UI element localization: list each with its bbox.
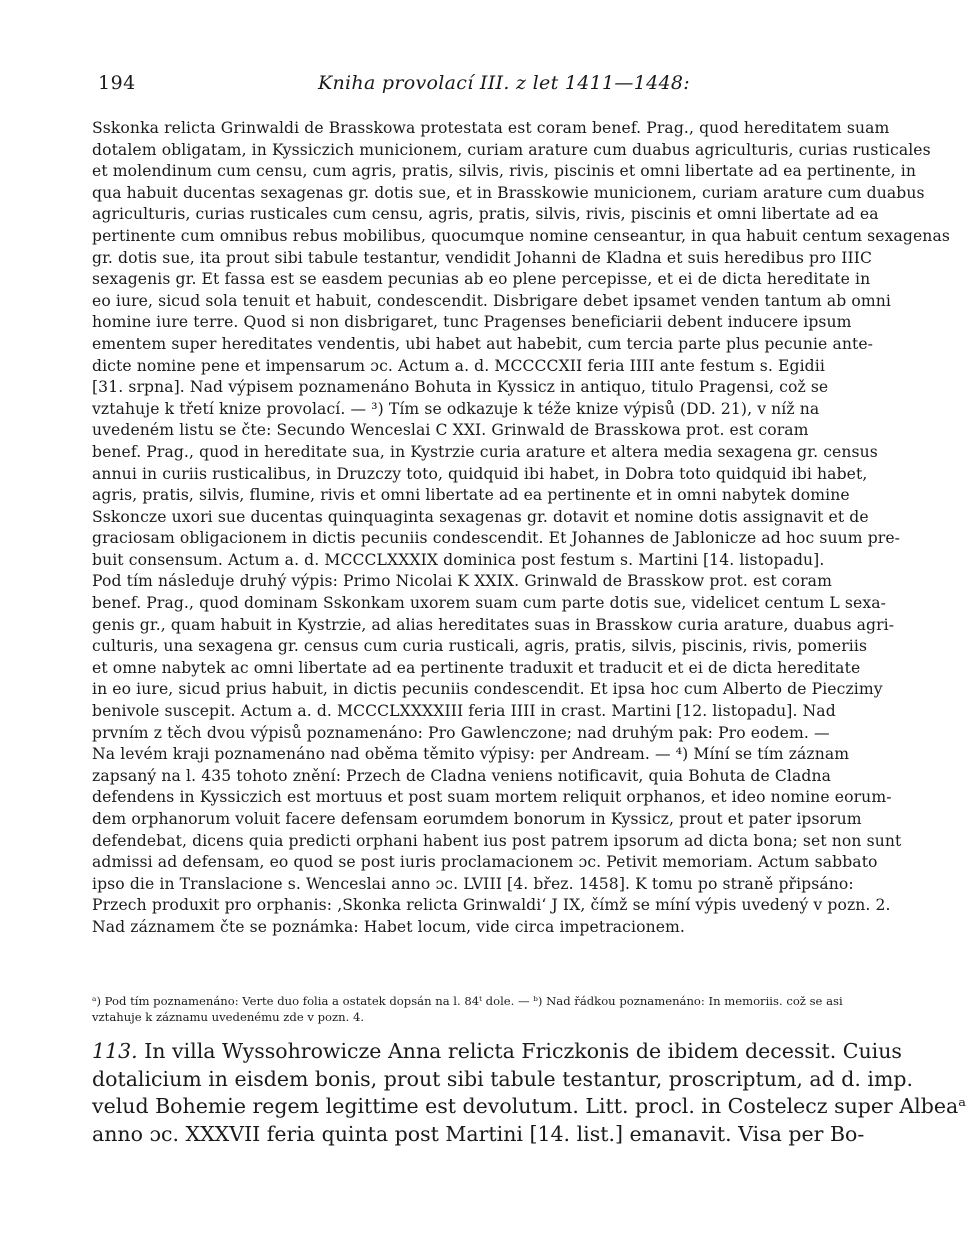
text-line: agriculturis, curias rusticales cum censu, agris, pratis, silvis, rivis, piscinis et omni libertate ad ea bbox=[92, 205, 879, 224]
text-line: benivole suscepit. Actum a. d. MCCCLXXXXIII feria IIII in crast. Martini [12. listopadu]. Nad bbox=[92, 702, 836, 721]
text-line: genis gr., quam habuit in Kystrzie, ad alias hereditates suas in Brasskow curia arature, duabus agri- bbox=[92, 615, 895, 634]
page-header bbox=[98, 72, 878, 102]
text-line: homine iure terre. Quod si non disbrigaret, tunc Pragenses beneficiarii debent inducere ipsum bbox=[92, 313, 852, 332]
entry-line: dotalicium in eisdem bonis, prout sibi tabule testantur, proscriptum, ad d. imp. bbox=[92, 1066, 914, 1091]
text-line: defendebat, dicens quia predicti orphani habent ius post patrem ipsorum ad dicta bona; set non sunt bbox=[92, 831, 902, 850]
text-line: gr. dotis sue, ita prout sibi tabule testantur, vendidit Johanni de Kladna et suis heredibus pro IIIC bbox=[92, 248, 873, 267]
text-line: ipso die in Translacione s. Wenceslai anno ɔc. LVIII [4. břez. 1458]. K tomu po straně připsáno: bbox=[92, 874, 854, 893]
text-line: ementem super hereditates vendentis, ubi habet aut habebit, cum tercia parte plus pecunie ante- bbox=[92, 334, 874, 353]
text-line: Na levém kraji poznamenáno nad oběma těmito výpisy: per Andream. — ⁴) Míní se tím záznam bbox=[92, 745, 850, 764]
text-line: qua habuit ducentas sexagenas gr. dotis sue, et in Brasskowie municionem, curiam arature cum duabus bbox=[92, 183, 925, 202]
text-line: Sskonka relicta Grinwaldi de Brasskowa protestata est coram benef. Prag., quod hereditatem suam bbox=[92, 119, 890, 137]
entry-line: velud Bohemie regem legittime est devolutum. Litt. procl. in Costelecz super Albeaᵃ bbox=[92, 1094, 966, 1118]
text-line: graciosam obligacionem in dictis pecuniis condescendit. Et Johannes de Jablonicze ad hoc suum pre- bbox=[92, 529, 901, 548]
text-line: buit consensum. Actum a. d. MCCCLXXXIX dominica post festum s. Martini [14. listopadu]. bbox=[92, 550, 825, 569]
entry-113 bbox=[92, 1038, 966, 1148]
page-number: 194 bbox=[98, 72, 136, 94]
entry-text: In villa Wyssohrowicze Anna relicta Friczkonis de ibidem decessit. Cuius bbox=[144, 1039, 902, 1063]
text-line: dotalem obligatam, in Kyssiczich municionem, curiam arature cum duabus agriculturis, curias rusticales bbox=[92, 140, 931, 159]
text-line: zapsaný na l. 435 tohoto znění: Przech de Cladna veniens notificavit, quia Bohuta de Cladna bbox=[92, 766, 832, 785]
text-line: Nad záznamem čte se poznámka: Habet locum, vide circa impetracionem. bbox=[92, 917, 685, 936]
text-line: [31. srpna]. Nad výpisem poznamenáno Bohuta in Kyssicz in antiquo, titulo Pragensi, což se bbox=[92, 378, 829, 397]
text-line: defendens in Kyssiczich est mortuus et post suam mortem reliquit orphanos, et ideo nomine eorum- bbox=[92, 788, 892, 807]
text-line: et molendinum cum censu, cum agris, pratis, silvis, rivis, piscinis et omni libertate ad ea pertinente, in bbox=[92, 162, 917, 181]
text-line: admissi ad defensam, eo quod se post iuris proclamacionem ɔc. Petivit memoriam. Actum sabbato bbox=[92, 853, 878, 872]
text-line: vztahuje k třetí knize provolací. — ³) Tím se odkazuje k téže knize výpisů (DD. 21), v níž na bbox=[92, 399, 820, 418]
text-line: benef. Prag., quod in hereditate sua, in Kystrzie curia arature et altera media sexagena gr. census bbox=[92, 442, 878, 461]
text-line: annui in curiis rusticalibus, in Druzczy toto, quidquid ibi habet, in Dobra toto quidquid ibi habet, bbox=[92, 464, 868, 483]
text-line: agris, pratis, silvis, flumine, rivis et omni libertate ad ea pertinente et in omni nabytek domine bbox=[92, 486, 850, 505]
text-line: uvedeném listu se čte: Secundo Wenceslai C XXI. Grinwald de Brasskowa prot. est coram bbox=[92, 421, 809, 440]
footnote-line: ᵃ) Pod tím poznamenáno: Verte duo folia a ostatek dopsán na l. 84ᵗ dole. — ᵇ) Nad řádkou poznamenáno: In memoriis. což se asi vztahuje k záznamu uvedenému zde v pozn. 4. bbox=[92, 994, 843, 1024]
text-line: sexagenis gr. Et fassa est se easdem pecunias ab eo plene percepisse, et ei de dicta hereditate in bbox=[92, 270, 871, 289]
entry-line bbox=[92, 1038, 902, 1066]
entry-line: anno ɔc. XXXVII feria quinta post Martini [14. list.] emanavit. Visa per Bo- bbox=[92, 1121, 865, 1146]
text-line: Przech produxit pro orphanis: ‚Skonka relicta Grinwaldi‘ J IX, čímž se míní výpis uvedený v pozn. 2. bbox=[92, 896, 891, 915]
main-text-block bbox=[92, 118, 950, 939]
text-line: dicte nomine pene et impensarum ɔc. Actum a. d. MCCCCXII feria IIII ante festum s. Egidii bbox=[92, 356, 825, 375]
text-line: benef. Prag., quod dominam Sskonkam uxorem suam cum parte dotis sue, videlicet centum L sexa- bbox=[92, 594, 886, 613]
text-line: dem orphanorum voluit facere defensam eorumdem bonorum in Kyssicz, prout et pater ipsorum bbox=[92, 810, 862, 828]
text-line: eo iure, sicud sola tenuit et habuit, condescendit. Disbrigare debet ipsamet venden tantum ab omni bbox=[92, 291, 892, 310]
footnotes bbox=[92, 993, 878, 1025]
text-line: culturis, una sexagena gr. census cum curia rusticali, agris, pratis, silvis, piscinis, rivis, pomeriis bbox=[92, 637, 868, 656]
text-line: Pod tím následuje druhý výpis: Primo Nicolai K XXIX. Grinwald de Brasskow prot. est coram bbox=[92, 572, 832, 591]
text-line: et omne nabytek ac omni libertate ad ea pertinente traduxit et traducit et ei de dicta hereditate bbox=[92, 658, 861, 677]
text-line: pertinente cum omnibus rebus mobilibus, quocumque nomine censeantur, in qua habuit centum sexagenas bbox=[92, 226, 950, 245]
entry-number: 113. bbox=[92, 1039, 138, 1063]
text-line: in eo iure, sicud prius habuit, in dictis pecuniis condescendit. Et ipsa hoc cum Alberto de Pieczimy bbox=[92, 680, 883, 699]
running-head: Kniha provolací III. z let 1411—1448: bbox=[318, 72, 690, 94]
text-line: prvním z těch dvou výpisů poznamenáno: Pro Gawlenczone; nad druhým pak: Pro eodem. — bbox=[92, 723, 830, 742]
text-line: Sskoncze uxori sue ducentas quinquaginta sexagenas gr. dotavit et nomine dotis assignavit et de bbox=[92, 507, 869, 526]
